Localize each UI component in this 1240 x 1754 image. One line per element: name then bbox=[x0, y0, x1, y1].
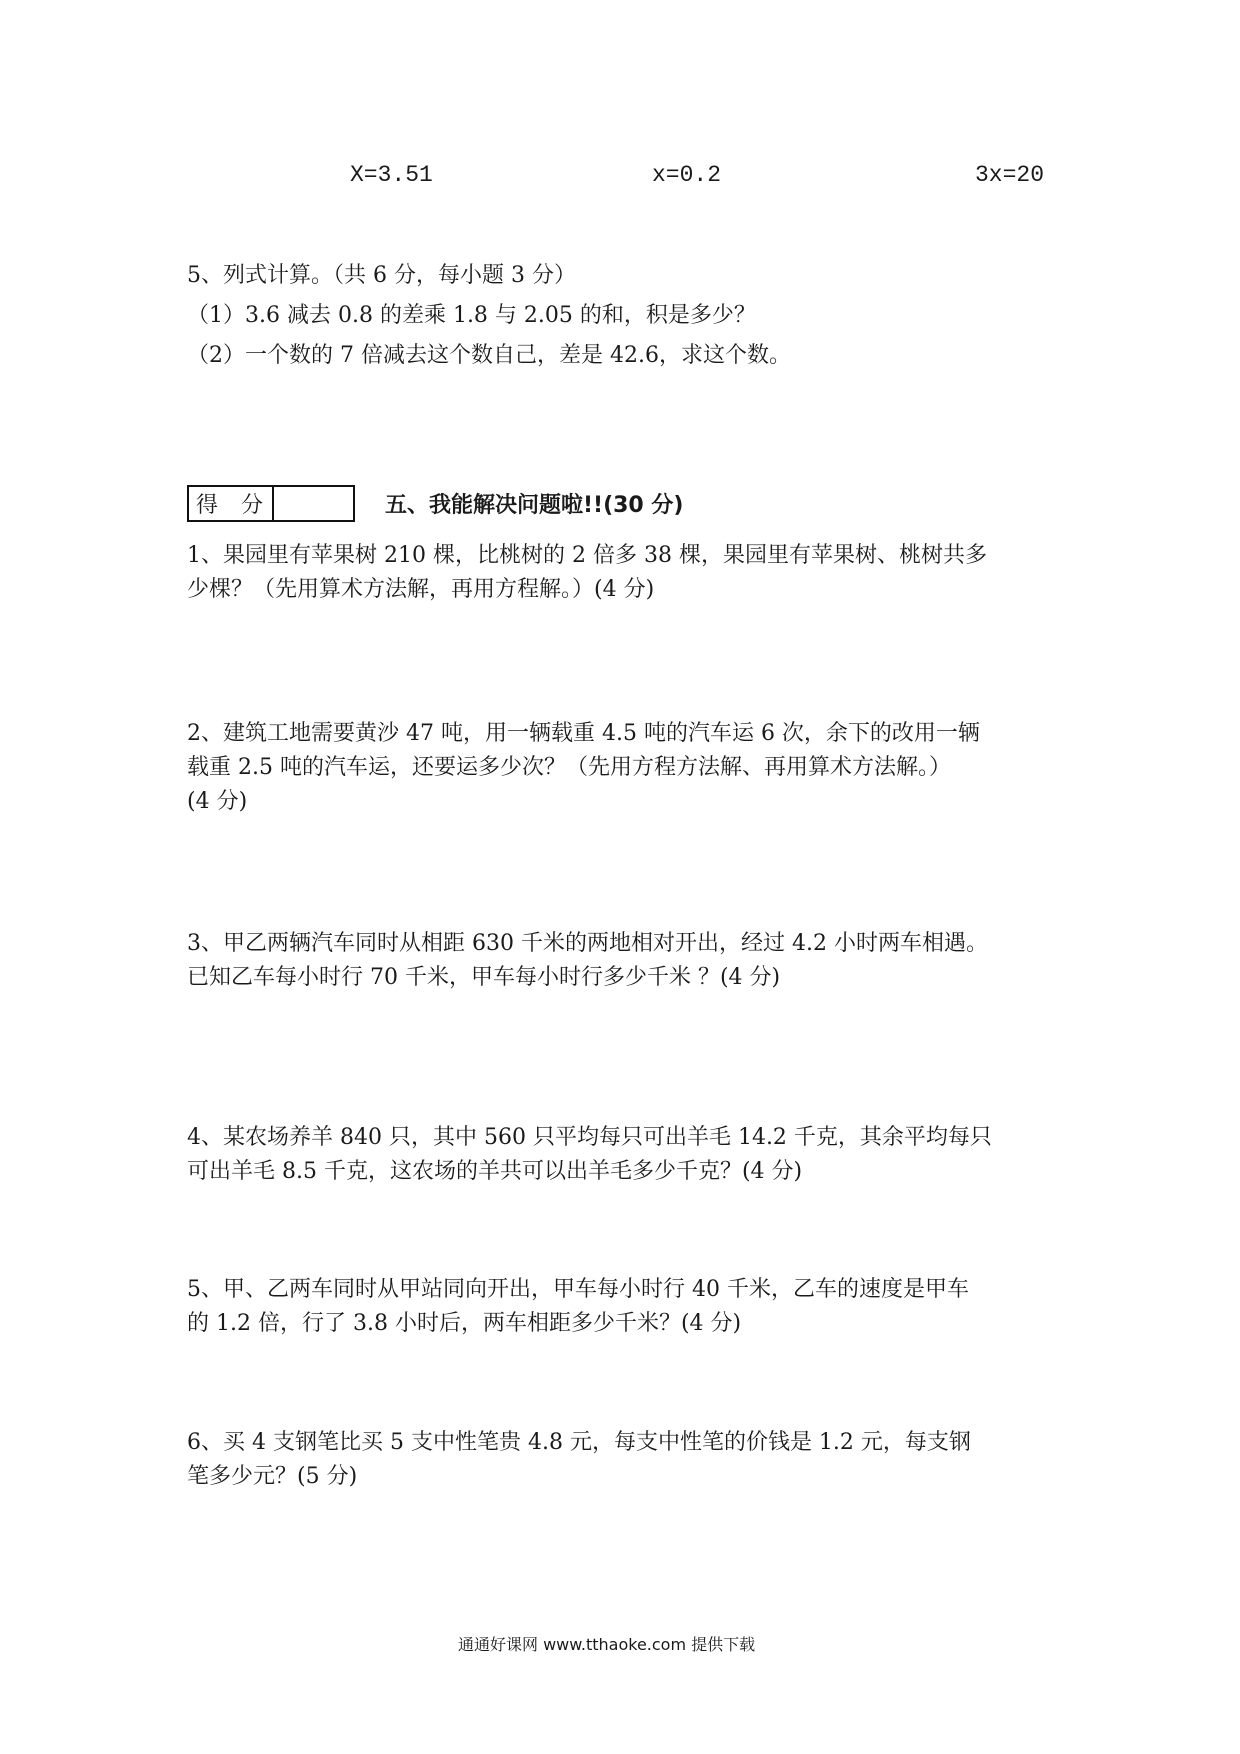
problem-5-line-2: 的 1.2 倍，行了 3.8 小时后，两车相距多少千米？(4 分) bbox=[187, 1311, 742, 1336]
score-label: 得 分 bbox=[189, 487, 274, 520]
score-blank bbox=[274, 487, 353, 520]
equation-1: X=3.51 bbox=[350, 162, 433, 188]
problem-6-line-2: 笔多少元？(5 分) bbox=[187, 1464, 358, 1489]
problem-3-line-2: 已知乙车每小时行 70 千米，甲车每小时行多少千米 ？(4 分) bbox=[187, 965, 781, 990]
part5-question-1: （1）3.6 减去 0.8 的差乘 1.8 与 2.05 的和，积是多少？ bbox=[187, 303, 756, 328]
problem-3-line-1: 3、甲乙两辆汽车同时从相距 630 千米的两地相对开出，经过 4.2 小时两车相遇。 bbox=[187, 931, 988, 956]
footer-watermark: 通通好课网 www.tthaoke.com 提供下载 bbox=[458, 1635, 756, 1654]
problem-6-line-1: 6、买 4 支钢笔比买 5 支中性笔贵 4.8 元，每支中性笔的价钱是 1.2 元，每支钢 bbox=[187, 1430, 971, 1455]
part5-question-2: （2）一个数的 7 倍减去这个数自己，差是 42.6，求这个数。 bbox=[187, 343, 791, 368]
problem-4-line-1: 4、某农场养羊 840 只，其中 560 只平均每只可出羊毛 14.2 千克，其余平均每只 bbox=[187, 1125, 992, 1150]
problem-2-line-2: 载重 2.5 吨的汽车运，还要运多少次？（先用方程方法解、再用算术方法解。） bbox=[187, 755, 951, 780]
equation-3: 3x=20 bbox=[975, 162, 1045, 188]
problem-2-line-3: (4 分) bbox=[187, 789, 248, 814]
section-title: 五、我能解决问题啦!!(30 分) bbox=[385, 493, 684, 518]
problem-2-line-1: 2、建筑工地需要黄沙 47 吨，用一辆载重 4.5 吨的汽车运 6 次，余下的改用一辆 bbox=[187, 721, 980, 746]
problem-5-line-1: 5、甲、乙两车同时从甲站同向开出，甲车每小时行 40 千米，乙车的速度是甲车 bbox=[187, 1277, 969, 1302]
problem-4-line-2: 可出羊毛 8.5 千克，这农场的羊共可以出羊毛多少千克？(4 分) bbox=[187, 1159, 803, 1184]
problem-1-line-1: 1、果园里有苹果树 210 棵，比桃树的 2 倍多 38 棵，果园里有苹果树、桃树共多 bbox=[187, 543, 987, 568]
part5-title: 5、列式计算。（共 6 分，每小题 3 分） bbox=[187, 263, 576, 288]
equation-2: x=0.2 bbox=[652, 162, 722, 188]
score-box bbox=[187, 485, 355, 522]
problem-1-line-2: 少棵？（先用算术方法解，再用方程解。）(4 分) bbox=[187, 577, 655, 602]
